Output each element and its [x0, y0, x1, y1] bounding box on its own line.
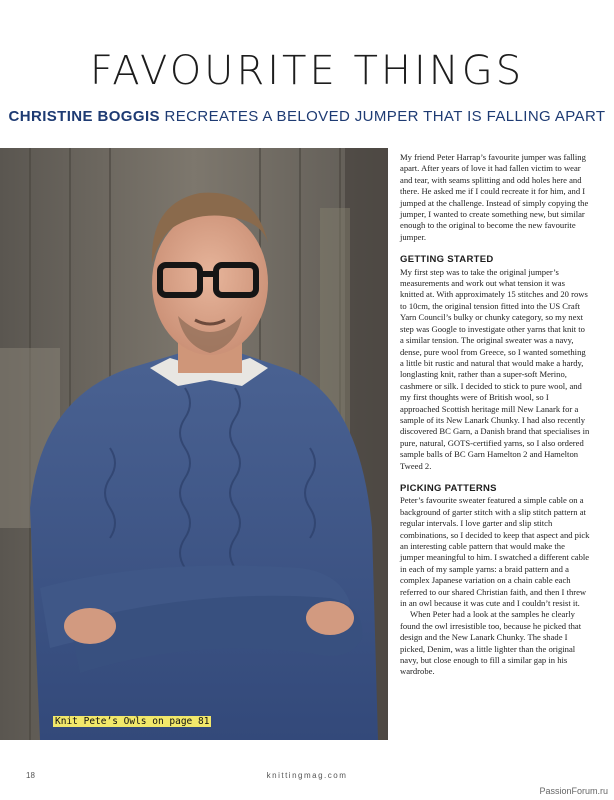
article-body [400, 152, 590, 678]
getting-started-paragraph: My first step was to take the original jumper’s measurements and work out what tension it was knitted at. With approximately 15 stitches and 20 rows to 10cm, the original tension fitted into the US Craft Yarn Council’s bulky or chunky category, so my next step was Google to investigate other yarns that knit to a similar tension. The original sweater was a navy, dense, pure wool from Greece, so I wanted something a little bit rustic and natural that would make a hardy, longlasting knit, rather than a super-soft Merino, cashmere or silk. I decided to stick to pure wool, and my first thoughts were of British wool, so I approached Scottish heritage mill New Lanark for a sample of its New Lanark Chunky. I had also recently discovered BC Garn, a Danish brand that specialises in pure, natural, GOTS-certified yarns, so I also ordered sample balls of BC Garn Hamelton 2 and Hamelton Tweed 2. [400, 266, 590, 471]
standfirst-text: RECREATES A BELOVED JUMPER THAT IS FALLING APART [159, 108, 606, 125]
author-name: CHRISTINE BOGGIS [8, 108, 160, 125]
standfirst [0, 108, 614, 125]
website-url: knittingmag.com [266, 771, 348, 780]
section-heading-picking-patterns: PICKING PATTERNS [400, 482, 497, 494]
picking-patterns-paragraph-2: When Peter had a look at the samples he clearly found the owl irresistible too, because he picked that design and the New Lanark Chunky. The shade I picked, Denim, was a little lighter than the original navy, but close enough to fill a similar gap in his wardrobe. [400, 609, 582, 677]
page-title: FAVOURITE THINGS [89, 48, 525, 94]
intro-paragraph: My friend Peter Harrap’s favourite jumper was falling apart. After years of love it had fallen victim to wear and tear, with seams splitting and odd holes here and there. He asked me if I could recreate it for him, and I jumped at the challenge. Instead of simply copying the jumper, I wanted to create something new, but similar enough to the original to become the new favourite jumper. [400, 152, 589, 242]
photo-illustration [0, 148, 388, 740]
section-heading-getting-started: GETTING STARTED [400, 254, 494, 266]
page-number: 18 [26, 771, 35, 780]
picking-patterns-paragraph: Peter’s favourite sweater featured a simple cable on a background of garter stitch with a slip stitch pattern at regular intervals. I love garter and slip stitch combinations, so I decided to keep that aspect and pick an interesting cable pattern that would make the jumper meaningful to him. I swatched a different cable in each of my sample yarns: a braid pattern and a complex Japanese variation on a chain cable each referred to our shared Christian faith, and then I threw in an owl because it was cute and I couldn’t resist it. [400, 495, 590, 609]
watermark: PassionForum.ru [539, 786, 608, 796]
photo-caption: Knit Pete’s Owls on page 81 [55, 716, 210, 727]
feature-photo [0, 148, 388, 740]
